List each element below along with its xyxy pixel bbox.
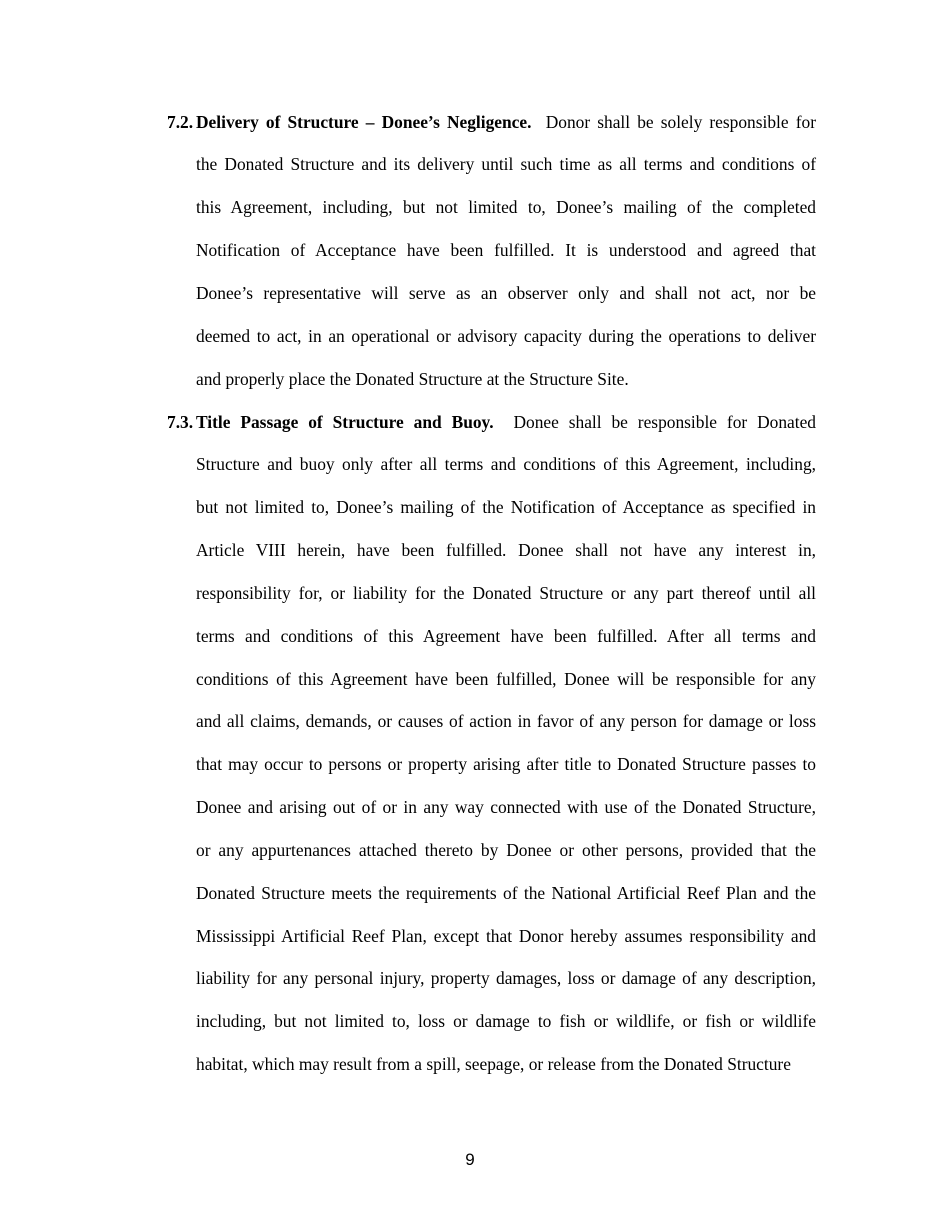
paragraph-line: and properly place the Donated Structure at the Structure Site. [196,368,629,389]
section-title: Title Passage of Structure and Buoy. [196,411,494,432]
paragraph-line: Notification of Acceptance have been fulfilled. It is understood and agreed that [196,240,816,261]
section-number: 7.3. [167,411,194,432]
paragraph-line: Mississippi Artificial Reef Plan, except that Donor hereby assumes responsibility and [196,925,816,946]
paragraph-line: this Agreement, including, but not limited to, Donee’s mailing of the completed [196,197,816,218]
paragraph-text: Donor shall be solely responsible for [545,111,816,132]
paragraph-line: habitat, which may result from a spill, seepage, or release from the Donated Structure [196,1054,791,1075]
paragraph-line: deemed to act, in an operational or advisory capacity during the operations to deliver [196,325,816,346]
paragraph-line: Donee and arising out of or in any way connected with use of the Donated Structure, [196,797,816,818]
paragraph-line: the Donated Structure and its delivery until such time as all terms and conditions of [196,154,816,175]
paragraph-line: or any appurtenances attached thereto by Donee or other persons, provided that the [196,839,816,860]
page-number: 9 [465,1150,475,1169]
section-title: Delivery of Structure – Donee’s Negligence. [196,111,532,132]
paragraph-line: liability for any personal injury, property damages, loss or damage of any description, [196,968,816,989]
paragraph-line: responsibility for, or liability for the Donated Structure or any part thereof until all [196,582,816,603]
paragraph-line: conditions of this Agreement have been fulfilled, Donee will be responsible for any [196,668,816,689]
paragraph-line: and all claims, demands, or causes of action in favor of any person for damage or loss [196,711,816,732]
paragraph-line: Donated Structure meets the requirements of the National Artificial Reef Plan and the [196,882,816,903]
paragraph-line: that may occur to persons or property arising after title to Donated Structure passes to [196,754,816,775]
paragraph-line: Article VIII herein, have been fulfilled. Donee shall not have any interest in, [196,540,816,561]
section-7-2 [167,101,816,401]
section-7-3 [167,401,816,1087]
paragraph-line: but not limited to, Donee’s mailing of the Notification of Acceptance as specified in [196,497,816,518]
section-number: 7.2. [167,111,194,132]
paragraph-line: Donee’s representative will serve as an observer only and shall not act, nor be [196,282,816,303]
paragraph-text: Donee shall be responsible for Donated [513,411,816,432]
paragraph-line: Structure and buoy only after all terms and conditions of this Agreement, including, [196,454,816,475]
section-7-3-heading-line [167,401,816,444]
paragraph-line: including, but not limited to, loss or damage to fish or wildlife, or fish or wildlife [196,1011,816,1032]
section-7-2-heading-line [167,101,816,144]
paragraph-line: terms and conditions of this Agreement have been fulfilled. After all terms and [196,625,816,646]
